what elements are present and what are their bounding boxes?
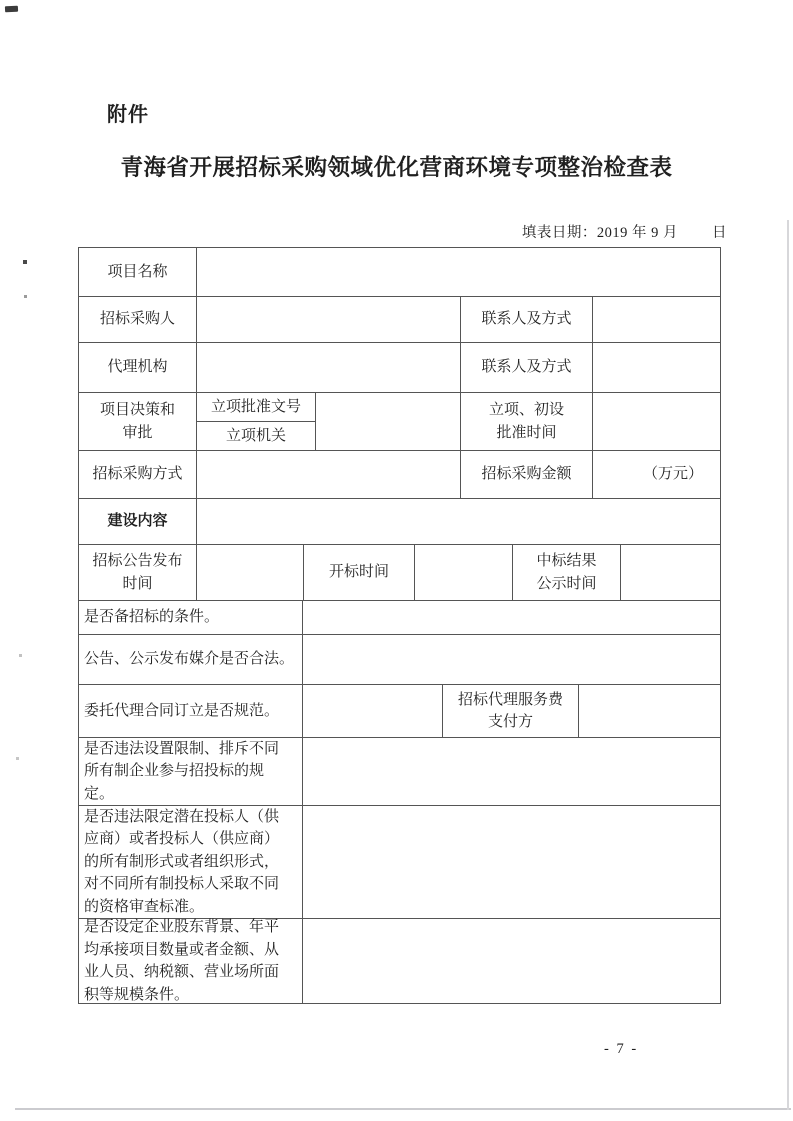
approval-sublabels xyxy=(197,393,316,450)
project-name-value-cell xyxy=(197,248,720,296)
approval-doc-number-label: 立项批准文号 xyxy=(197,393,315,422)
agency-contact-label: 联系人及方式 xyxy=(461,343,593,392)
question-bidder-form-limits-value-cell xyxy=(303,806,720,918)
bid-opening-time-value-cell xyxy=(415,545,513,600)
table-row xyxy=(79,499,720,545)
table-row xyxy=(79,738,720,806)
decision-approval-label: 项目决策和审批 xyxy=(79,393,197,450)
paper-right-edge xyxy=(787,220,789,1110)
document-title: 青海省开展招标采购领域优化营商环境专项整治检查表 xyxy=(120,155,673,180)
approval-time-value-cell xyxy=(593,393,720,450)
question-bidder-form-limits: 是否违法限定潜在投标人（供应商）或者投标人（供应商）的所有制形式或者组织形式，对不同所有制投标人采取不同的资格审查标准。 xyxy=(79,806,303,918)
award-result-time-label: 中标结果公示时间 xyxy=(513,545,621,600)
paper-bottom-edge xyxy=(15,1108,791,1110)
table-row xyxy=(79,806,720,919)
construction-content-label: 建设内容 xyxy=(79,499,197,544)
table-row xyxy=(79,451,720,499)
agency-contact-value-cell xyxy=(593,343,720,392)
bid-opening-time-label: 开标时间 xyxy=(304,545,415,600)
fill-date-prefix: 填表日期：2019 年 9 月 xyxy=(521,225,678,241)
announcement-time-value-cell xyxy=(197,545,304,600)
project-name-label: 项目名称 xyxy=(79,248,197,296)
question-bidding-conditions: 是否备招标的条件。 xyxy=(79,601,303,634)
table-row xyxy=(79,343,720,393)
construction-content-value-cell xyxy=(197,499,720,544)
approval-organ-label: 立项机关 xyxy=(225,427,286,444)
question-scale-conditions: 是否设定企业股东背景、年平均承接项目数量或者金额、从业人员、纳税额、营业场所面积等规模条件。 xyxy=(79,919,303,1003)
question-agency-contract: 委托代理合同订立是否规范。 xyxy=(79,685,303,737)
page-number: - 7 - xyxy=(604,1041,639,1057)
question-ownership-restriction-value-cell xyxy=(303,738,720,805)
fill-date-day-suffix: 日 xyxy=(712,225,727,241)
scan-artifact-mark xyxy=(5,6,18,13)
procurement-amount-label: 招标采购金额 xyxy=(461,451,593,498)
fill-date-line xyxy=(522,221,727,242)
scan-artifact-dot xyxy=(24,295,27,298)
table-row xyxy=(79,601,720,635)
procurement-amount-unit: （万元） xyxy=(642,466,703,483)
table-row xyxy=(79,685,720,738)
agency-value-cell xyxy=(197,343,461,392)
question-bidding-conditions-value-cell xyxy=(303,601,720,634)
purchaser-value-cell xyxy=(197,297,461,342)
purchaser-contact-value-cell xyxy=(593,297,720,342)
procurement-method-label: 招标采购方式 xyxy=(79,451,197,498)
attachment-label: 附件 xyxy=(107,104,149,126)
approval-value-cell xyxy=(316,393,461,450)
table-row xyxy=(79,393,720,451)
agency-label: 代理机构 xyxy=(79,343,197,392)
table-row xyxy=(79,919,720,1003)
announcement-time-label: 招标公告发布时间 xyxy=(79,545,197,600)
table-row xyxy=(79,297,720,343)
scan-artifact-dot xyxy=(19,654,22,657)
purchaser-contact-label: 联系人及方式 xyxy=(461,297,593,342)
question-ownership-restriction: 是否违法设置限制、排斥不同所有制企业参与招投标的规定。 xyxy=(79,738,303,805)
scan-artifact-dot xyxy=(23,260,27,264)
question-media-legality-value-cell xyxy=(303,635,720,684)
agency-fee-payer-value-cell xyxy=(579,685,720,737)
table-row xyxy=(79,248,720,297)
inspection-form-table xyxy=(78,247,721,1004)
scan-artifact-dot xyxy=(16,757,19,760)
purchaser-label: 招标采购人 xyxy=(79,297,197,342)
question-media-legality: 公告、公示发布媒介是否合法。 xyxy=(79,635,303,684)
question-agency-contract-value-cell xyxy=(303,685,443,737)
table-row xyxy=(79,635,720,685)
table-row xyxy=(79,545,720,601)
approval-time-label: 立项、初设批准时间 xyxy=(461,393,593,450)
question-scale-conditions-value-cell xyxy=(303,919,720,1003)
agency-fee-payer-label: 招标代理服务费支付方 xyxy=(443,685,579,737)
award-result-time-value-cell xyxy=(621,545,720,600)
procurement-method-value-cell xyxy=(197,451,461,498)
